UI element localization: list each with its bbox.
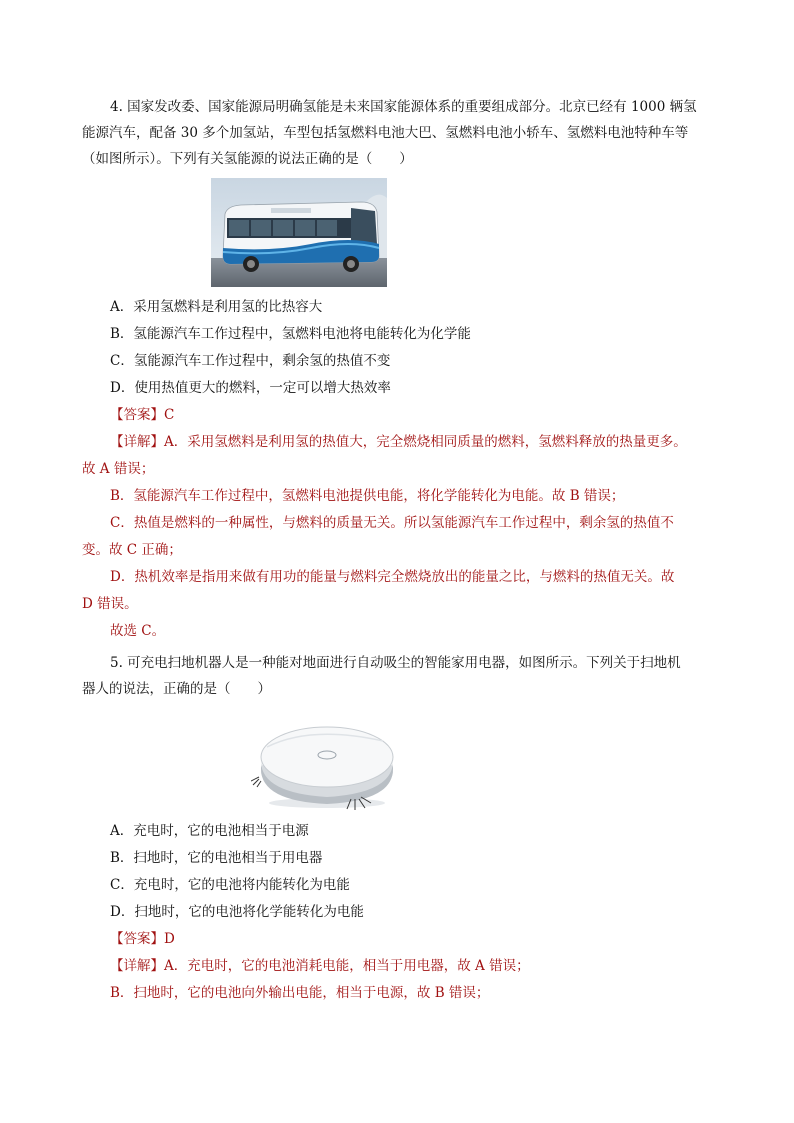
q4-stem-line-2: 能源汽车，配备 30 多个加氢站，车型包括氢燃料电池大巴、氢燃料电池小轿车、氢燃料电池特种车等 — [82, 125, 689, 141]
q5-option-b: B．扫地时，它的电池相当于用电器 — [110, 850, 323, 866]
q4-detail-line-7: D 错误。 — [82, 596, 138, 612]
q4-detail-line-1 — [110, 432, 687, 452]
robot-vacuum-image — [251, 707, 401, 812]
q5-option-d: D．扫地时，它的电池将化学能转化为电能 — [110, 904, 364, 920]
q4-stem-line-3: （如图所示）。下列有关氢能源的说法正确的是（ ） — [82, 151, 413, 167]
q5-stem-line-1: 5. 可充电扫地机器人是一种能对地面进行自动吸尘的智能家用电器，如图所示。下列关于扫地机 — [110, 655, 681, 671]
q5-option-c: C．充电时，它的电池将内能转化为电能 — [110, 877, 350, 893]
q4-answer-value: C — [164, 407, 175, 423]
q5-detail-text-1: A．充电时，它的电池消耗电能，相当于用电器，故 A 错误； — [164, 958, 530, 974]
q4-option-d: D．使用热值更大的燃料，一定可以增大热效率 — [110, 380, 391, 396]
q5-detail-line-1 — [110, 956, 530, 976]
q4-option-a: A．采用氢燃料是利用氢的比热容大 — [110, 299, 323, 315]
q5-detail-line-2: B．扫地时，它的电池向外输出电能，相当于电源，故 B 错误； — [110, 985, 490, 1001]
q4-answer-label: 【答案】 — [110, 407, 164, 423]
q5-answer — [110, 929, 175, 949]
q5-stem-line-2: 器人的说法，正确的是（ ） — [82, 681, 271, 697]
q4-detail-line-6: D．热机效率是指用来做有用功的能量与燃料完全燃烧放出的能量之比，与燃料的热值无关。故 — [110, 569, 675, 585]
q5-answer-label: 【答案】 — [110, 931, 164, 947]
q4-detail-line-5: 变。故 C 正确； — [82, 542, 182, 558]
q4-detail-text-1: A．采用氢燃料是利用氢的热值大，完全燃烧相同质量的燃料，氢燃料释放的热量更多。 — [164, 434, 687, 450]
hydrogen-bus-image — [211, 178, 387, 287]
q4-option-c: C．氢能源汽车工作过程中，剩余氢的热值不变 — [110, 353, 391, 369]
q4-detail-label: 【详解】 — [110, 434, 164, 450]
q5-detail-label: 【详解】 — [110, 958, 164, 974]
q5-answer-value: D — [164, 931, 175, 947]
q4-detail-line-3: B．氢能源汽车工作过程中，氢燃料电池提供电能，将化学能转化为电能。故 B 错误； — [110, 488, 625, 504]
q4-detail-line-2: 故 A 错误； — [82, 461, 155, 477]
q4-option-b: B．氢能源汽车工作过程中，氢燃料电池将电能转化为化学能 — [110, 326, 471, 342]
q4-answer — [110, 405, 174, 425]
q4-stem-line-1: 4. 国家发改委、国家能源局明确氢能是未来国家能源体系的重要组成部分。北京已经有 1000 辆氢 — [110, 99, 697, 115]
q4-detail-line-4: C．热值是燃料的一种属性，与燃料的质量无关。所以氢能源汽车工作过程中，剩余氢的热值不 — [110, 515, 674, 531]
q5-option-a: A．充电时，它的电池相当于电源 — [110, 823, 309, 839]
q4-detail-line-8: 故选 C。 — [110, 623, 166, 639]
